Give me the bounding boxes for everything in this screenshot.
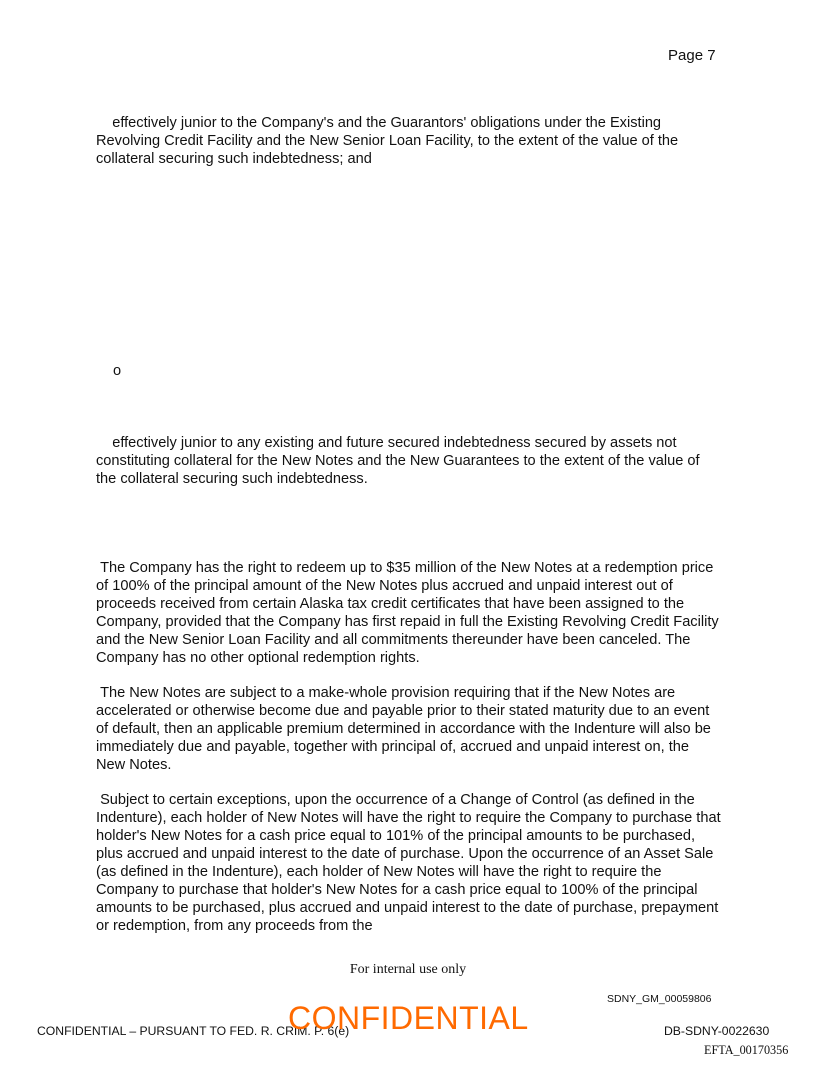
paragraph-make-whole: The New Notes are subject to a make-whole provision requiring that if the New Notes are accelerated or otherwise become due and payable prior to their stated maturity due to an event of default, then an applicable premium determined in accordance with the Indenture will also be immediately due and payable, together with principal of, accrued and unpaid interest on, the New Notes. — [96, 685, 715, 773]
paragraph-junior-obligations: effectively junior to the Company's and the Guarantors' obligations under the Existing Revolving Credit Facility and the New Senior Loan Facility, to the extent of the value of the collateral securing such indebtedness; and — [96, 115, 683, 167]
efta-number: EFTA_00170356 — [704, 1043, 789, 1057]
paragraph-junior-secured: effectively junior to any existing and future secured indebtedness secured by assets not constituting collateral for the New Notes and the New Guarantees to the extent of the value of the collateral securing such indebtedness. — [96, 435, 704, 487]
bates-small-label: SDNY_GM_00059806 — [607, 993, 712, 1005]
paragraph-redemption: The Company has the right to redeem up to $35 million of the New Notes at a redemption price of 100% of the principal amount of the New Notes plus accrued and unpaid interest out of proceeds received from certain Alaska tax credit certificates that have been assigned to the Company, provided that the Company has first repaid in full the Existing Revolving Credit Facility and the New Senior Loan Facility and all commitments thereunder have been canceled. The Company has no other optional redemption rights. — [96, 560, 723, 666]
confidential-stamp: CONFIDENTIAL — [288, 1000, 529, 1036]
confidential-notice: CONFIDENTIAL – PURSUANT TO FED. R. CRIM. P. 6(e) — [37, 1024, 350, 1038]
page-number: Page 7 — [668, 47, 716, 64]
bullet-marker: o — [113, 363, 122, 379]
bates-number: DB-SDNY-0022630 — [664, 1024, 770, 1038]
paragraph-change-of-control: Subject to certain exceptions, upon the occurrence of a Change of Control (as defined in the Indenture), each holder of New Notes will have the right to require the Company to purchase that holder's New Notes for a cash price equal to 101% of the principal amounts to be purchased, plus accrued and unpaid interest to the date of purchase. Upon the occurrence of an Asset Sale (as defined in the Indenture), each holder of New Notes will have the right to require the Company to purchase that holder's New Notes for a cash price equal to 100% of the principal amounts to be purchased, plus accrued and unpaid interest to the date of purchase, prepayment or redemption, from any proceeds from the — [96, 792, 725, 934]
internal-use-footer: For internal use only — [349, 962, 467, 977]
